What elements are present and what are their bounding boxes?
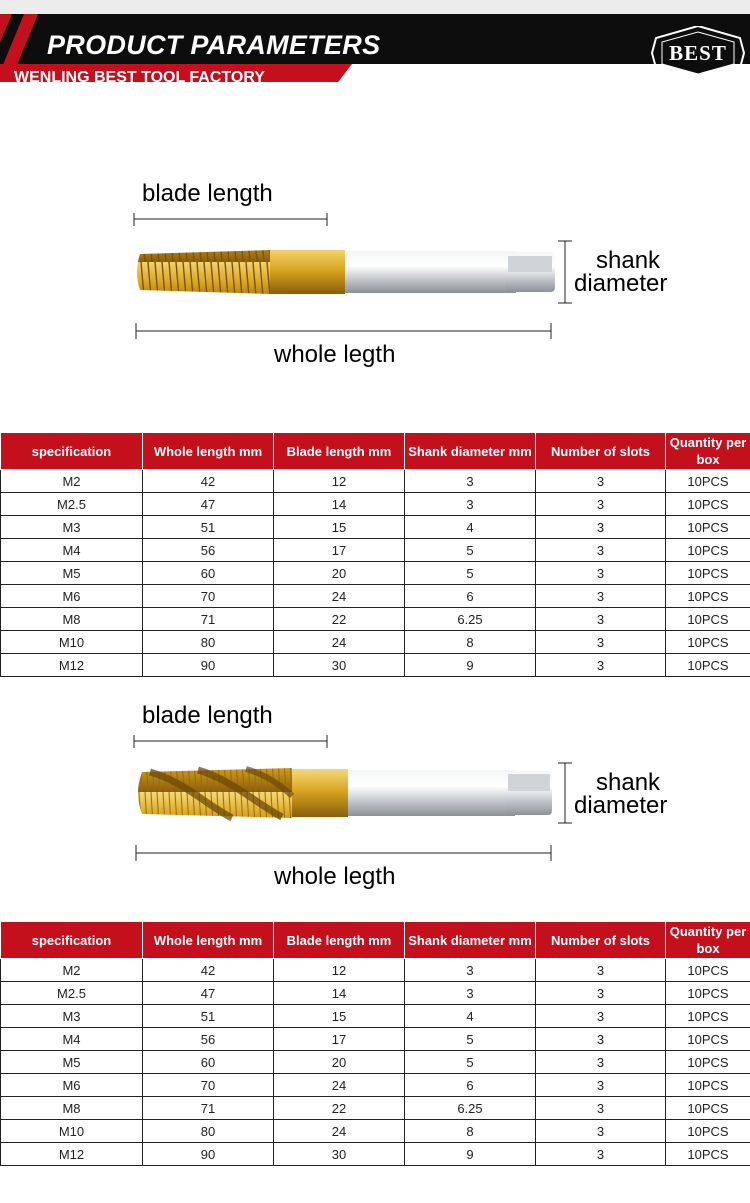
logo-text: BEST <box>669 41 727 65</box>
table-cell: 3 <box>536 959 666 982</box>
table-cell: 30 <box>274 654 405 677</box>
table-cell: 10PCS <box>666 1028 750 1051</box>
table-cell: 90 <box>143 1143 274 1166</box>
page-subtitle: WENLING BEST TOOL FACTORY <box>14 69 265 86</box>
table-header-row <box>1 433 750 470</box>
col-specification: specification <box>1 433 143 470</box>
top-strip <box>0 0 750 14</box>
table-cell: 14 <box>274 493 405 516</box>
table-cell: 3 <box>536 631 666 654</box>
spec-table-1 <box>0 432 750 677</box>
table-cell: M5 <box>1 1051 143 1074</box>
tap-diagram-straight <box>0 170 750 410</box>
whole-length-dimension <box>136 845 551 861</box>
table-cell: 10PCS <box>666 562 750 585</box>
col-shank-diameter: Shank diameter mm <box>405 433 536 470</box>
table-cell: 3 <box>536 470 666 493</box>
table-cell: 24 <box>274 1120 405 1143</box>
table-cell: 3 <box>405 959 536 982</box>
table-cell: 12 <box>274 959 405 982</box>
table-cell: 4 <box>405 1005 536 1028</box>
table-cell: 70 <box>143 1074 274 1097</box>
table-cell: M6 <box>1 585 143 608</box>
table-cell: 24 <box>274 585 405 608</box>
table-cell: 3 <box>536 539 666 562</box>
tap-neck <box>270 250 345 294</box>
col-blade-length: Blade length mm <box>274 433 405 470</box>
table-cell: M2.5 <box>1 982 143 1005</box>
table-row <box>1 1005 750 1028</box>
tap-shank <box>340 251 516 293</box>
whole-length-dimension <box>136 323 551 339</box>
table-row <box>1 1028 750 1051</box>
table-cell: 60 <box>143 562 274 585</box>
shank-label-line1: shank <box>596 769 661 796</box>
table-cell: 56 <box>143 1028 274 1051</box>
table-cell: 3 <box>536 562 666 585</box>
col-blade-length: Blade length mm <box>274 922 405 959</box>
table-cell: 51 <box>143 516 274 539</box>
table-cell: 90 <box>143 654 274 677</box>
table-cell: M10 <box>1 1120 143 1143</box>
table-cell: 4 <box>405 516 536 539</box>
table-cell: 10PCS <box>666 1097 750 1120</box>
table-cell: 22 <box>274 608 405 631</box>
whole-length-label: whole legth <box>274 341 396 368</box>
table-cell: 6 <box>405 1074 536 1097</box>
table-cell: M12 <box>1 1143 143 1166</box>
table-cell: 10PCS <box>666 516 750 539</box>
page-header <box>0 14 750 86</box>
table-cell: 42 <box>143 959 274 982</box>
table-row <box>1 1143 750 1166</box>
table-cell: 71 <box>143 1097 274 1120</box>
col-quantity-per-box: Quantity per box <box>666 922 750 959</box>
table-cell: 6.25 <box>405 1097 536 1120</box>
table-cell: 5 <box>405 1028 536 1051</box>
col-whole-length: Whole length mm <box>143 433 274 470</box>
table-cell: 8 <box>405 631 536 654</box>
table-cell: 10PCS <box>666 608 750 631</box>
table-cell: 24 <box>274 631 405 654</box>
table-cell: 3 <box>536 516 666 539</box>
tap-neck <box>290 769 348 817</box>
table-row <box>1 631 750 654</box>
table-cell: 30 <box>274 1143 405 1166</box>
table-body <box>1 470 750 677</box>
table-cell: 3 <box>536 654 666 677</box>
table-row <box>1 982 750 1005</box>
col-number-of-slots: Number of slots <box>536 922 666 959</box>
table-cell: 3 <box>536 1051 666 1074</box>
shank-label-line1: shank <box>596 247 661 274</box>
table-cell: 3 <box>536 982 666 1005</box>
table-cell: 47 <box>143 493 274 516</box>
table-cell: 10PCS <box>666 1051 750 1074</box>
table-cell: M2 <box>1 959 143 982</box>
table-body <box>1 959 750 1166</box>
table-cell: M8 <box>1 608 143 631</box>
col-whole-length: Whole length mm <box>143 922 274 959</box>
tap-shank <box>345 770 515 816</box>
shank-label-line2: diameter <box>574 792 668 819</box>
shank-diameter-dimension <box>558 241 572 303</box>
table-cell: 3 <box>536 1120 666 1143</box>
whole-length-label: whole legth <box>274 863 396 890</box>
col-shank-diameter: Shank diameter mm <box>405 922 536 959</box>
col-quantity-per-box: Quantity per box <box>666 433 750 470</box>
table-row <box>1 608 750 631</box>
table-row <box>1 1051 750 1074</box>
blade-length-label: blade length <box>142 180 273 207</box>
table-cell: 24 <box>274 1074 405 1097</box>
table-cell: 20 <box>274 1051 405 1074</box>
table-cell: 3 <box>405 982 536 1005</box>
table-cell: 10PCS <box>666 631 750 654</box>
table-cell: M3 <box>1 1005 143 1028</box>
shank-label-line2: diameter <box>574 270 668 297</box>
table-cell: 9 <box>405 654 536 677</box>
table-cell: M5 <box>1 562 143 585</box>
table-cell: 6.25 <box>405 608 536 631</box>
table-cell: 47 <box>143 982 274 1005</box>
table-cell: 22 <box>274 1097 405 1120</box>
table-cell: 9 <box>405 1143 536 1166</box>
blade-length-dimension <box>134 735 327 748</box>
table-cell: M2.5 <box>1 493 143 516</box>
table-cell: 42 <box>143 470 274 493</box>
table-cell: 10PCS <box>666 493 750 516</box>
table-cell: 15 <box>274 516 405 539</box>
tap-flat <box>508 774 550 791</box>
table-cell: 10PCS <box>666 1120 750 1143</box>
table-cell: M3 <box>1 516 143 539</box>
table-cell: 3 <box>536 493 666 516</box>
table-cell: 10PCS <box>666 654 750 677</box>
table-row <box>1 654 750 677</box>
table-cell: 56 <box>143 539 274 562</box>
table-cell: M6 <box>1 1074 143 1097</box>
table-cell: 6 <box>405 585 536 608</box>
table-cell: 15 <box>274 1005 405 1028</box>
table-cell: 5 <box>405 539 536 562</box>
table-row <box>1 1074 750 1097</box>
col-number-of-slots: Number of slots <box>536 433 666 470</box>
tap-diagram-spiral <box>0 692 750 932</box>
table-cell: 10PCS <box>666 585 750 608</box>
table-cell: 80 <box>143 1120 274 1143</box>
table-cell: 10PCS <box>666 959 750 982</box>
table-cell: 3 <box>536 608 666 631</box>
table-cell: 51 <box>143 1005 274 1028</box>
table-cell: M2 <box>1 470 143 493</box>
table-cell: 10PCS <box>666 539 750 562</box>
spec-table-2 <box>0 921 750 1166</box>
table-cell: M8 <box>1 1097 143 1120</box>
table-cell: 10PCS <box>666 1143 750 1166</box>
table-row <box>1 959 750 982</box>
table-row <box>1 539 750 562</box>
table-cell: 5 <box>405 562 536 585</box>
page-title: PRODUCT PARAMETERS <box>47 30 381 60</box>
table-cell: 10PCS <box>666 982 750 1005</box>
table-cell: 80 <box>143 631 274 654</box>
table-row <box>1 470 750 493</box>
table-cell: 3 <box>405 470 536 493</box>
blade-length-label: blade length <box>142 702 273 729</box>
table-cell: 60 <box>143 1051 274 1074</box>
col-specification: specification <box>1 922 143 959</box>
table-cell: 3 <box>536 1097 666 1120</box>
table-cell: M10 <box>1 631 143 654</box>
table-cell: 17 <box>274 1028 405 1051</box>
table-cell: 12 <box>274 470 405 493</box>
table-cell: 10PCS <box>666 1005 750 1028</box>
table-cell: 14 <box>274 982 405 1005</box>
table-cell: 3 <box>405 493 536 516</box>
table-row <box>1 493 750 516</box>
table-cell: 10PCS <box>666 470 750 493</box>
table-row <box>1 562 750 585</box>
shank-diameter-dimension <box>558 763 572 823</box>
table-cell: 3 <box>536 1143 666 1166</box>
table-row <box>1 516 750 539</box>
table-cell: M12 <box>1 654 143 677</box>
tap-threads <box>137 250 270 294</box>
table-row <box>1 1120 750 1143</box>
table-cell: 3 <box>536 1005 666 1028</box>
table-cell: 3 <box>536 1074 666 1097</box>
table-cell: 10PCS <box>666 1074 750 1097</box>
table-cell: 5 <box>405 1051 536 1074</box>
table-cell: 20 <box>274 562 405 585</box>
table-row <box>1 585 750 608</box>
blade-length-dimension <box>134 213 327 226</box>
table-cell: 70 <box>143 585 274 608</box>
brand-logo <box>648 26 748 80</box>
table-cell: 3 <box>536 1028 666 1051</box>
table-row <box>1 1097 750 1120</box>
table-cell: 17 <box>274 539 405 562</box>
table-cell: 3 <box>536 585 666 608</box>
tap-flat <box>508 256 552 272</box>
table-cell: M4 <box>1 1028 143 1051</box>
table-cell: 71 <box>143 608 274 631</box>
table-header-row <box>1 922 750 959</box>
table-cell: 8 <box>405 1120 536 1143</box>
table-cell: M4 <box>1 539 143 562</box>
